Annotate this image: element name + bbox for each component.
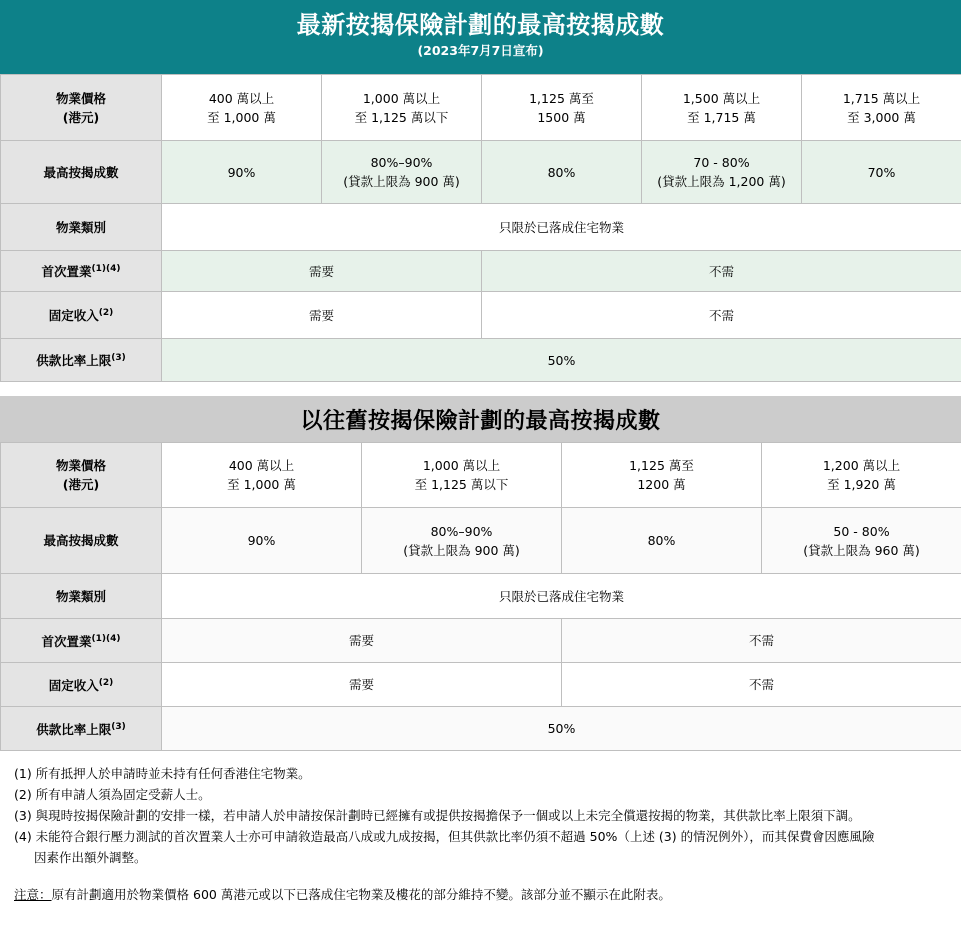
cell-price-4: 1,500 萬以上 至 1,715 萬 [642, 75, 802, 141]
cell-price-5: 1,715 萬以上 至 3,000 萬 [802, 75, 961, 141]
row-label-property-price-old [1, 443, 162, 508]
old-scheme-table [0, 442, 961, 751]
cell-fixed-income-old-right: 不需 [562, 663, 961, 707]
new-scheme-table [0, 74, 961, 382]
row-label-property-type: 物業類別 [1, 204, 162, 251]
cell-first-time-old-right: 不需 [562, 619, 961, 663]
row-label-property-price-old-line2: (港元) [62, 477, 100, 492]
row-label-dsr-cap [1, 339, 162, 382]
cell-price-old-1: 400 萬以上 至 1,000 萬 [162, 443, 362, 508]
row-label-property-price-line2: (港元) [62, 109, 100, 125]
cell-price-3: 1,125 萬至 1500 萬 [482, 75, 642, 141]
cell-ltv-1: 90% [162, 141, 322, 204]
cell-fixed-income-right: 不需 [482, 292, 961, 339]
cell-price-2: 1,000 萬以上 至 1,125 萬以下 [322, 75, 482, 141]
cell-property-type-old-value: 只限於已落成住宅物業 [162, 574, 961, 619]
row-label-dsr-cap-sup: (3) [111, 353, 126, 364]
row-label-dsr-cap-old-text: 供款比率上限 [36, 722, 112, 738]
cell-fixed-income-left: 需要 [162, 292, 482, 339]
table-row [1, 339, 961, 382]
cell-price-old-2: 1,000 萬以上 至 1,125 萬以下 [362, 443, 562, 508]
cell-price-1: 400 萬以上 至 1,000 萬 [162, 75, 322, 141]
note-line [14, 884, 947, 905]
cell-property-type-value: 只限於已落成住宅物業 [162, 204, 961, 251]
row-label-first-time-buyer [1, 251, 162, 292]
table-gap-spacer [0, 382, 961, 396]
cell-price-old-3: 1,125 萬至 1200 萬 [562, 443, 762, 508]
table-row [1, 619, 961, 663]
row-label-property-price-old-line1: 物業價格 [55, 458, 106, 473]
cell-dsr-old-value: 50% [162, 707, 961, 751]
row-label-dsr-cap-old-sup: (3) [111, 721, 126, 732]
table-row [1, 508, 961, 574]
cell-fixed-income-old-left: 需要 [162, 663, 562, 707]
cell-ltv-old-3: 80% [562, 508, 762, 574]
new-scheme-title: 最新按揭保險計劃的最高按揭成數 [296, 11, 665, 39]
table-row [1, 141, 961, 204]
cell-ltv-3: 80% [482, 141, 642, 204]
row-label-first-time-buyer-old-sup: (1)(4) [91, 633, 121, 644]
old-scheme-title: 以往舊按揭保險計劃的最高按揭成數 [300, 408, 661, 434]
table-row [1, 443, 961, 508]
cell-ltv-old-1: 90% [162, 508, 362, 574]
old-scheme-title-bar [0, 396, 961, 442]
row-label-fixed-income-sup: (2) [98, 308, 114, 319]
cell-first-time-right: 不需 [482, 251, 961, 292]
footnotes-block [0, 751, 961, 905]
table-row [1, 707, 961, 751]
row-label-dsr-cap-text: 供款比率上限 [36, 353, 112, 369]
footnote-4: (4) 未能符合銀行壓力測試的首次置業人士亦可申請敘造最高八成或九成按揭，但其供款比率仍須不超過 50%（上述 (3) 的情況例外），而其保費會因應風險 [14, 829, 875, 844]
footnote-3: (3) 與現時按揭保險計劃的安排一樣，若申請人於申請按保計劃時已經擁有或提供按揭擔保予一個或以上未完全償還按揭的物業，其供款比率上限須下調。 [14, 808, 861, 823]
row-label-fixed-income [1, 292, 162, 339]
new-scheme-table-block [0, 0, 961, 382]
footnote-4-continuation: 因素作出額外調整。 [34, 850, 147, 865]
row-label-property-price [1, 75, 162, 141]
row-label-dsr-cap-old [1, 707, 162, 751]
row-label-first-time-buyer-old-text: 首次置業 [41, 634, 92, 650]
old-scheme-table-block [0, 396, 961, 751]
cell-price-old-4: 1,200 萬以上 至 1,920 萬 [762, 443, 961, 508]
cell-ltv-old-4: 50 - 80% (貸款上限為 960 萬) [762, 508, 961, 574]
cell-ltv-2: 80%–90% (貸款上限為 900 萬) [322, 141, 482, 204]
cell-first-time-left: 需要 [162, 251, 482, 292]
cell-ltv-old-2: 80%–90% (貸款上限為 900 萬) [362, 508, 562, 574]
row-label-property-price-line1: 物業價格 [55, 90, 106, 106]
table-row [1, 251, 961, 292]
row-label-max-ltv: 最高按揭成數 [1, 141, 162, 204]
note-label: 注意： [14, 887, 52, 902]
row-label-first-time-buyer-text: 首次置業 [41, 264, 92, 280]
table-row [1, 574, 961, 619]
row-label-first-time-buyer-old [1, 619, 162, 663]
new-scheme-subtitle: (2023年7月7日宣布) [417, 43, 544, 58]
row-label-fixed-income-old-text: 固定收入 [48, 678, 99, 694]
footnote-2: (2) 所有申請人須為固定受薪人士。 [14, 787, 211, 802]
cell-first-time-old-left: 需要 [162, 619, 562, 663]
cell-ltv-5: 70% [802, 141, 961, 204]
footnote-1: (1) 所有抵押人於申請時並未持有任何香港住宅物業。 [14, 766, 311, 781]
note-text: 原有計劃適用於物業價格 600 萬港元或以下已落成住宅物業及樓花的部分維持不變。該部分並不顯示在此附表。 [51, 887, 671, 902]
table-row [1, 292, 961, 339]
table-row [1, 204, 961, 251]
row-label-property-type-old: 物業類別 [1, 574, 162, 619]
row-label-first-time-buyer-sup: (1)(4) [91, 264, 121, 275]
row-label-fixed-income-text: 固定收入 [48, 308, 99, 324]
new-scheme-title-bar [0, 0, 961, 74]
row-label-fixed-income-old [1, 663, 162, 707]
table-row [1, 663, 961, 707]
row-label-fixed-income-old-sup: (2) [98, 677, 114, 688]
table-row [1, 75, 961, 141]
row-label-max-ltv-old: 最高按揭成數 [1, 508, 162, 574]
cell-dsr-value: 50% [162, 339, 961, 382]
cell-ltv-4: 70 - 80% (貸款上限為 1,200 萬) [642, 141, 802, 204]
